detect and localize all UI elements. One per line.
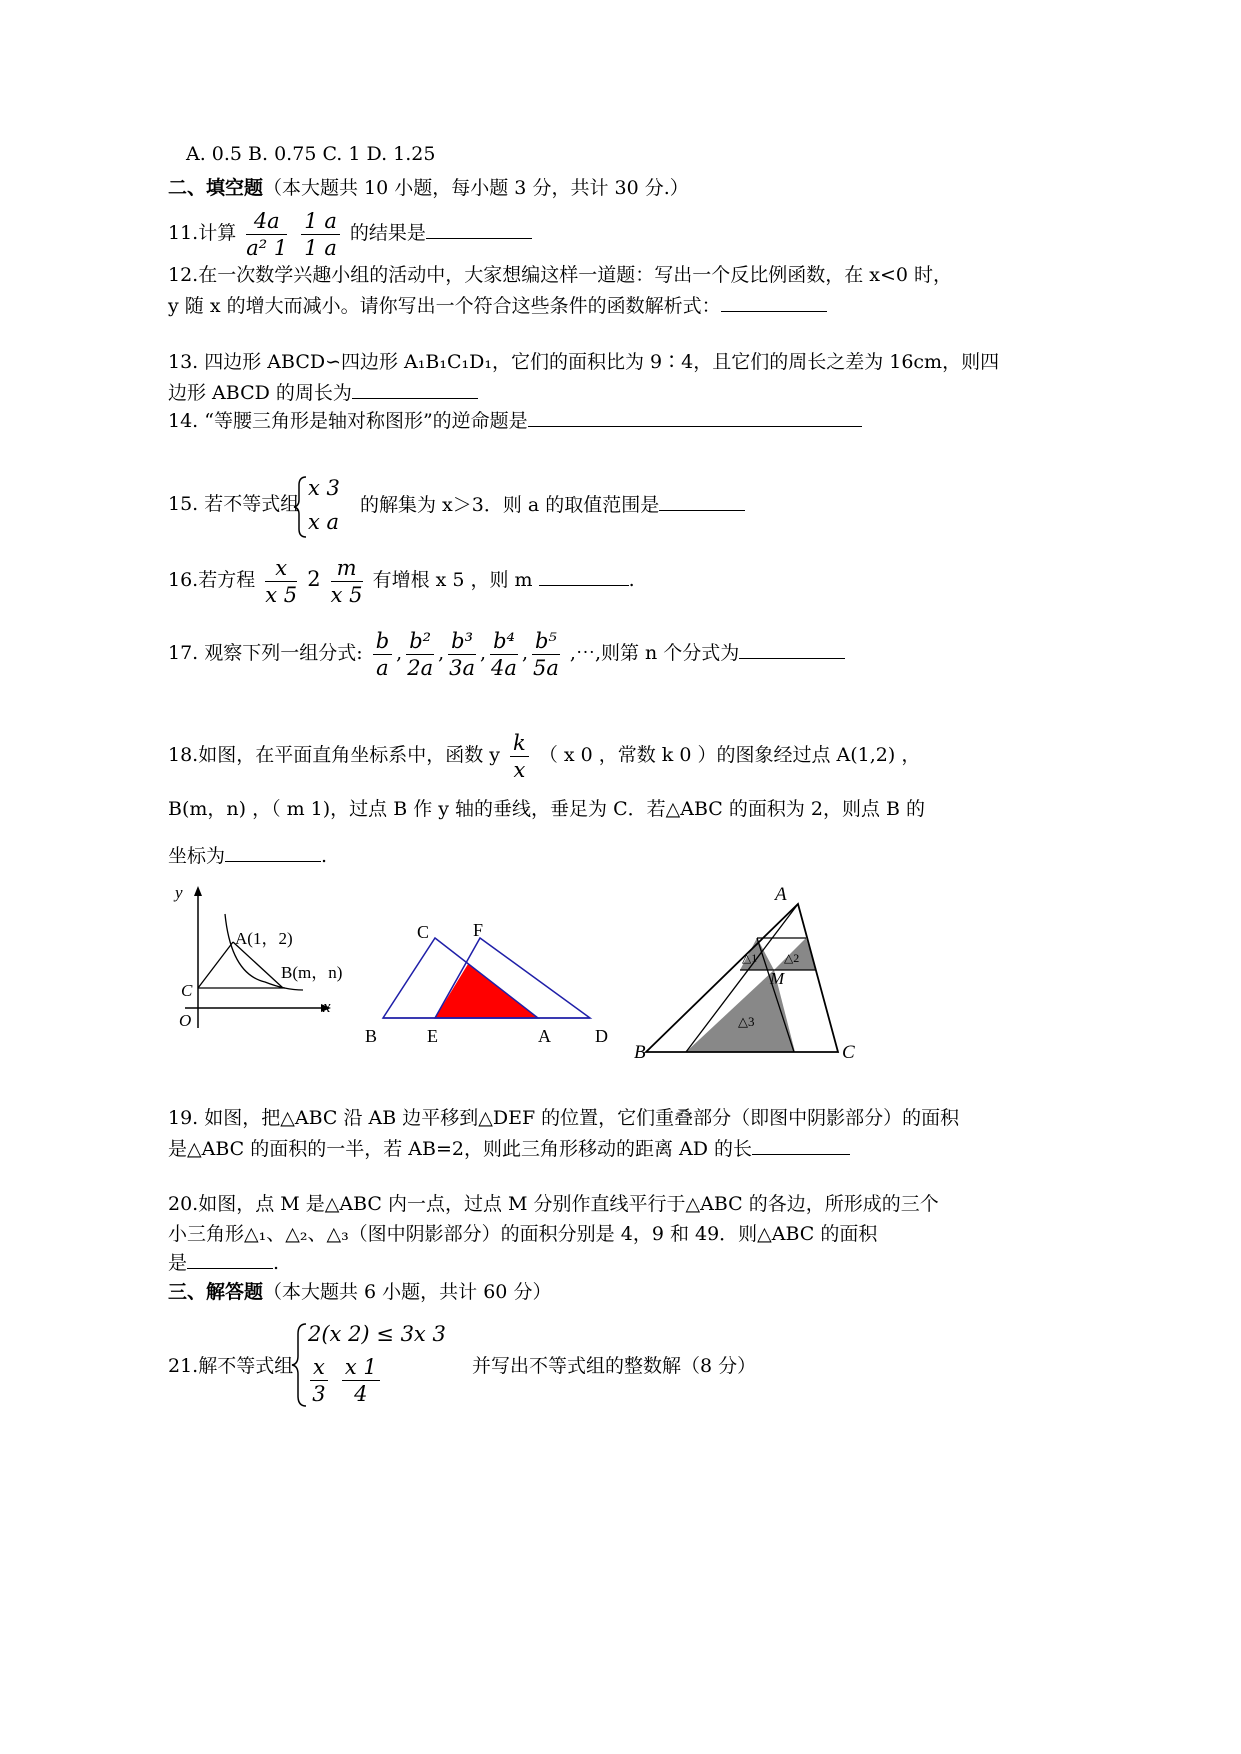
fig1-x-label: x (323, 997, 331, 1016)
fig3-label-m: M (770, 969, 785, 988)
q18-answer-blank (225, 843, 321, 862)
q11-fraction-1: $\frac{4a}{\text{a² 1}}$ (246, 208, 288, 260)
fig2-label-f: F (473, 920, 484, 940)
q14-line: 14. “等腰三角形是轴对称图形”的逆命题是 (168, 408, 862, 433)
q21-tail: 并写出不等式组的整数解（8 分） (472, 1355, 757, 1377)
q13-line2: 边形 ABCD 的周长为 (168, 380, 478, 405)
fig3-label-c: C (842, 1042, 855, 1060)
q20-line3: 是 . (168, 1252, 280, 1274)
question-17: 17. 观察下列一组分式: $\frac{b}{a}$ , $\frac{\text{b²}}{2a}$ , $\frac{\text{b³}}{3a}$ , $\frac{\text{b⁴}}{4a}$ , $\frac{\text{b⁵}}{5a}$ ,⋯,则第 n 个分式为 (168, 626, 845, 681)
q21-system-row2 (306, 1352, 384, 1407)
q16-fraction-1: $\frac{x}{x 5}$ (265, 555, 298, 607)
fig3-label-t3: △3 (738, 1014, 755, 1029)
q11-tail: 的结果是 (349, 222, 426, 244)
fig1-point-c: C (181, 981, 193, 1000)
q15-brace (292, 474, 310, 540)
figure-translated-triangles (355, 910, 625, 1050)
fig1-point-b: B(m，n) (281, 963, 343, 982)
q17-answer-blank (739, 640, 845, 659)
q17-term-2: $\frac{\text{b²}}{2a}$ (407, 628, 434, 680)
section-3-title: 三、解答题 (168, 1281, 264, 1303)
q16-answer-blank (539, 567, 629, 586)
q11-answer-blank (426, 220, 532, 239)
q11-lead: 11.计算 (168, 222, 237, 244)
q18-fraction-k-over-x: $\frac{k}{x}$ (510, 730, 529, 783)
q12-line2: y 随 x 的增大而减小。请你写出一个符合这些条件的函数解析式： (168, 293, 827, 318)
q21-lead: 21.解不等式组 (168, 1355, 294, 1377)
q11-fraction-2: $\frac{1 a}{1 a}$ (301, 208, 340, 261)
fig2-label-a: A (538, 1026, 551, 1046)
q14-answer-blank (528, 408, 862, 427)
fig3-label-t2: △2 (784, 951, 800, 965)
fig2-label-b: B (365, 1026, 378, 1046)
section-3-heading (168, 1280, 551, 1304)
q16-fraction-2: $\frac{m}{x 5}$ (330, 555, 363, 607)
q18-line3: 坐标为 . (168, 845, 328, 867)
q18-line1: 18.如图，在平面直角坐标系中，函数 y $\frac{k}{x}$ （ x 0 ，常数 k 0 ）的图象经过点 A(1,2) ， (168, 730, 921, 782)
question-16: 16.若方程 $\frac{x}{x 5}$ 2 $\frac{m}{x 5}$ 有增根 x 5 ，则 m . (168, 555, 635, 607)
fig2-label-d: D (595, 1026, 608, 1046)
q19-answer-blank (752, 1136, 850, 1155)
q15-answer-blank (659, 492, 745, 511)
fig1-point-a: A(1，2) (235, 929, 293, 948)
question-11 (168, 206, 532, 261)
q18-line2: B(m，n) ，（ m 1)，过点 B 作 y 轴的垂线，垂足为 C．若△ABC 的面积为 2，则点 B 的 (168, 798, 926, 820)
q21-fraction-1: $\frac{x}{3}$ (310, 1354, 328, 1407)
q12-answer-blank (721, 293, 827, 312)
fig1-origin: O (179, 1011, 192, 1030)
q20-answer-blank (187, 1250, 273, 1269)
section-2-desc: （本大题共 10 小题，每小题 3 分，共计 30 分.） (263, 177, 689, 199)
q17-term-4: $\frac{\text{b⁴}}{4a}$ (491, 628, 517, 680)
q12-line1: 12.在一次数学兴趣小组的活动中，大家想编这样一道题：写出一个反比例函数，在 x<0 时， (168, 264, 953, 286)
q15-system-row1: x 3 (308, 476, 340, 500)
q10-options: A. 0.5 B. 0.75 C. 1 D. 1.25 (186, 143, 436, 165)
q17-term-5: $\frac{\text{b⁵}}{5a}$ (532, 628, 559, 680)
q21-system-row1: 2(x 2) ≤ 3x 3 (308, 1322, 446, 1346)
figure-triangle-point-m (630, 880, 870, 1060)
q19-line1: 19. 如图，把△ABC 沿 AB 边平移到△DEF 的位置，它们重叠部分（即图中阴影部分）的面积 (168, 1107, 960, 1129)
section-2-heading (168, 176, 689, 200)
q19-line2: 是△ABC 的面积的一半，若 AB=2，则此三角形移动的距离 AD 的长 (168, 1136, 850, 1161)
q17-term-1: $\frac{b}{a}$ (373, 628, 392, 681)
fig3-label-t1: △1 (742, 951, 758, 965)
fig2-label-e: E (427, 1026, 438, 1046)
q17-term-3: $\frac{\text{b³}}{3a}$ (449, 628, 476, 680)
fig2-label-c: C (417, 922, 430, 942)
q20-line1: 20.如图，点 M 是△ABC 内一点，过点 M 分别作直线平行于△ABC 的各边，所形成的三个 (168, 1193, 939, 1215)
q17-fraction-sequence: $\frac{b}{a}$ , $\frac{\text{b²}}{2a}$ , $\frac{\text{b³}}{3a}$ , $\frac{\text{b⁴}}{4a}$ , $\frac{\text{b⁵}}{5a}$ (369, 642, 564, 664)
fig1-y-label: y (175, 883, 183, 902)
fig3-label-b: B (634, 1042, 646, 1060)
q15-tail: 的解集为 x＞3．则 a 的取值范围是 (360, 492, 745, 517)
q20-line2: 小三角形△₁、△₂、△₃（图中阴影部分）的面积分别是 4，9 和 49．则△ABC 的面积 (168, 1223, 878, 1245)
figure-coordinate-graph (165, 878, 355, 1038)
section-3-desc: （本大题共 6 小题，共计 60 分） (263, 1281, 552, 1303)
section-2-title: 二、填空题 (168, 177, 264, 199)
q21-fraction-2: $\frac{x 1}{4}$ (342, 1354, 380, 1407)
q15-lead: 15. 若不等式组 (168, 493, 300, 515)
q15-system-row2: x a (308, 510, 340, 534)
fig3-label-a: A (775, 884, 787, 905)
q13-line1: 13. 四边形 ABCD∽四边形 A₁B₁C₁D₁，它们的面积比为 9∶4，且它们的周长之差为 16cm，则四 (168, 351, 1000, 373)
q13-answer-blank (352, 380, 478, 399)
